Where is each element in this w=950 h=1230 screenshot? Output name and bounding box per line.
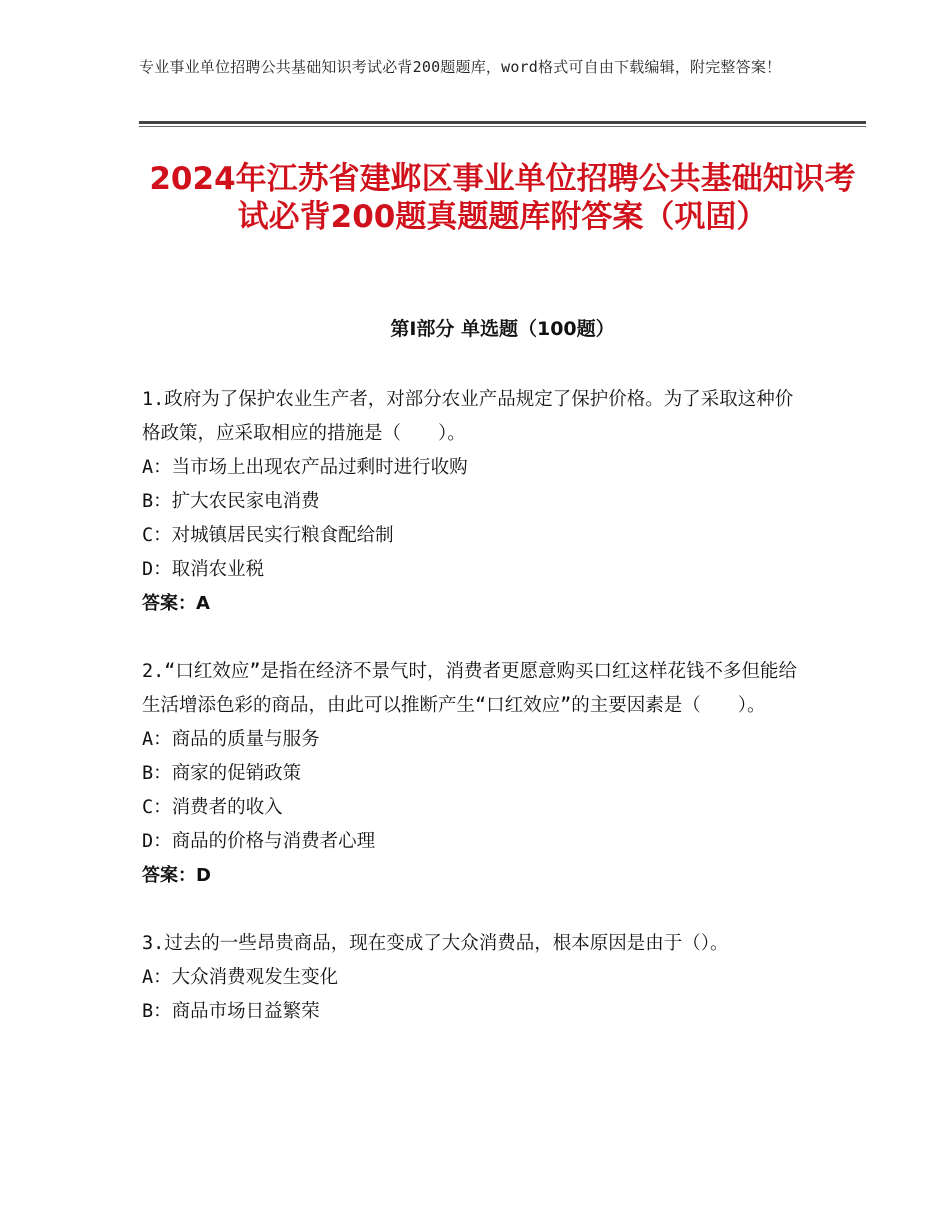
answer: 答案：A (142, 593, 210, 614)
document-title: 2024年江苏省建邺区事业单位招聘公共基础知识考试必背200题真题题库附答案（巩固） (149, 161, 856, 235)
option-b: B：扩大农民家电消费 (142, 491, 320, 512)
option-b: B：商品市场日益繁荣 (142, 1001, 320, 1022)
header-divider-thin (139, 126, 866, 127)
section-heading: 第I部分 单选题（100题） (390, 318, 615, 340)
question-1 (142, 383, 802, 621)
option-a: A：商品的质量与服务 (142, 729, 320, 750)
option-d: D：取消农业税 (142, 559, 265, 580)
question-2 (142, 655, 802, 893)
question-stem: 1.政府为了保护农业生产者，对部分农业产品规定了保护价格。为了采取这种价格政策，应采取相应的措施是（ ）。 (142, 389, 794, 444)
answer: 答案：D (142, 865, 211, 886)
option-d: D：商品的价格与消费者心理 (142, 831, 376, 852)
header-note: 专业事业单位招聘公共基础知识考试必背200题题库，word格式可自由下载编辑，附完整答案！ (139, 58, 782, 76)
option-b: B：商家的促销政策 (142, 763, 302, 784)
question-stem: 3.过去的一些昂贵商品，现在变成了大众消费品，根本原因是由于（）。 (142, 933, 729, 954)
option-c: C：对城镇居民实行粮食配给制 (142, 525, 394, 546)
question-3 (142, 927, 802, 1029)
option-a: A：大众消费观发生变化 (142, 967, 339, 988)
question-list (142, 383, 802, 1063)
header-divider-thick (139, 121, 866, 124)
option-a: A：当市场上出现农产品过剩时进行收购 (142, 457, 468, 478)
question-stem: 2.“口红效应”是指在经济不景气时，消费者更愿意购买口红这样花钱不多但能给生活增添色彩的商品，由此可以推断产生“口红效应”的主要因素是（ ）。 (142, 661, 798, 716)
option-c: C：消费者的收入 (142, 797, 283, 818)
